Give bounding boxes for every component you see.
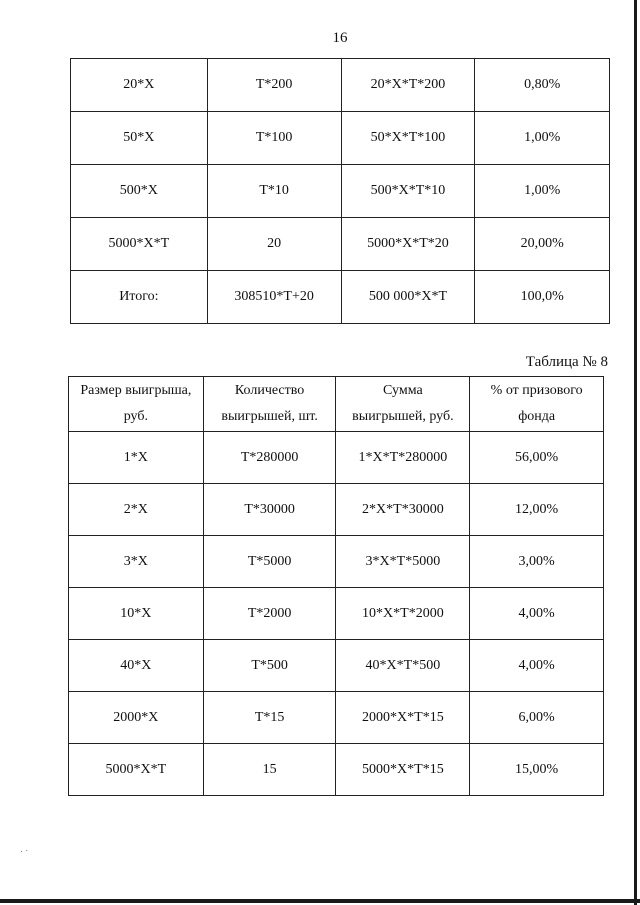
prize-size-cell: 2000*Х [69, 692, 204, 744]
header-line: Размер выигрыша, [80, 383, 192, 398]
table-total-row [71, 271, 610, 324]
prize-count-cell: Т*280000 [203, 432, 336, 484]
page-number: 16 [332, 30, 348, 46]
prize-sum-cell: 5000*Х*Т*15 [336, 744, 470, 796]
prize-count-cell: Т*15 [203, 692, 336, 744]
table-row [69, 484, 604, 536]
prize-size-cell: 500*Х [71, 165, 208, 218]
prize-sum-cell: 40*Х*Т*500 [336, 640, 470, 692]
prize-sum-cell: 2000*Х*Т*15 [336, 692, 470, 744]
prize-percent-cell: 15,00% [470, 744, 604, 796]
prize-percent-cell: 1,00% [475, 112, 610, 165]
prize-size-cell: 5000*Х*Т [69, 744, 204, 796]
scan-artifact: · · [19, 845, 30, 857]
prize-count-cell: 15 [203, 744, 336, 796]
header-line: фонда [518, 409, 556, 424]
table-row [71, 112, 610, 165]
page-border-bottom [0, 899, 640, 903]
total-sum-cell: 500 000*Х*Т [341, 271, 475, 324]
prize-size-cell: 3*Х [69, 536, 204, 588]
table-row [69, 432, 604, 484]
header-prize-size [69, 377, 204, 432]
table-header-row [69, 377, 604, 432]
prize-sum-cell: 3*Х*Т*5000 [336, 536, 470, 588]
prize-size-cell: 50*Х [71, 112, 208, 165]
prize-percent-cell: 6,00% [470, 692, 604, 744]
header-line: выигрышей, руб. [352, 409, 454, 424]
prize-sum-cell: 5000*Х*Т*20 [341, 218, 475, 271]
table-row [71, 59, 610, 112]
prize-table-continued [70, 58, 610, 324]
prize-count-cell: Т*5000 [203, 536, 336, 588]
prize-table-8 [68, 376, 604, 796]
prize-count-cell: Т*100 [207, 112, 341, 165]
header-prize-count [203, 377, 336, 432]
total-percent-cell: 100,0% [475, 271, 610, 324]
prize-percent-cell: 20,00% [475, 218, 610, 271]
header-prize-percent [470, 377, 604, 432]
table-row [71, 218, 610, 271]
prize-size-cell: 20*Х [71, 59, 208, 112]
prize-size-cell: 1*Х [69, 432, 204, 484]
prize-percent-cell: 56,00% [470, 432, 604, 484]
prize-sum-cell: 2*Х*Т*30000 [336, 484, 470, 536]
prize-count-cell: 20 [207, 218, 341, 271]
prize-sum-cell: 20*Х*Т*200 [341, 59, 475, 112]
table-row [69, 744, 604, 796]
prize-sum-cell: 1*Х*Т*280000 [336, 432, 470, 484]
prize-size-cell: 5000*Х*Т [71, 218, 208, 271]
prize-sum-cell: 10*Х*Т*2000 [336, 588, 470, 640]
header-prize-sum [336, 377, 470, 432]
header-line: Сумма [383, 383, 423, 398]
header-line: % от призового [490, 383, 583, 398]
header-line: Количество [234, 383, 305, 398]
table-row [69, 588, 604, 640]
prize-size-cell: 10*Х [69, 588, 204, 640]
header-line: руб. [123, 409, 148, 424]
prize-percent-cell: 12,00% [470, 484, 604, 536]
table-row [69, 536, 604, 588]
prize-count-cell: Т*200 [207, 59, 341, 112]
prize-percent-cell: 1,00% [475, 165, 610, 218]
header-line: выигрышей, шт. [221, 409, 318, 424]
prize-count-cell: Т*10 [207, 165, 341, 218]
total-label-cell: Итого: [71, 271, 208, 324]
prize-percent-cell: 0,80% [475, 59, 610, 112]
prize-sum-cell: 500*Х*Т*10 [341, 165, 475, 218]
prize-size-cell: 2*Х [69, 484, 204, 536]
prize-sum-cell: 50*Х*Т*100 [341, 112, 475, 165]
prize-percent-cell: 4,00% [470, 640, 604, 692]
table-row [69, 692, 604, 744]
prize-percent-cell: 3,00% [470, 536, 604, 588]
table-row [69, 640, 604, 692]
prize-size-cell: 40*Х [69, 640, 204, 692]
page-border-right [634, 0, 637, 905]
table-caption: Таблица № 8 [525, 354, 608, 370]
total-count-cell: 308510*Т+20 [207, 271, 341, 324]
prize-count-cell: Т*500 [203, 640, 336, 692]
prize-count-cell: Т*30000 [203, 484, 336, 536]
prize-percent-cell: 4,00% [470, 588, 604, 640]
prize-count-cell: Т*2000 [203, 588, 336, 640]
table-row [71, 165, 610, 218]
